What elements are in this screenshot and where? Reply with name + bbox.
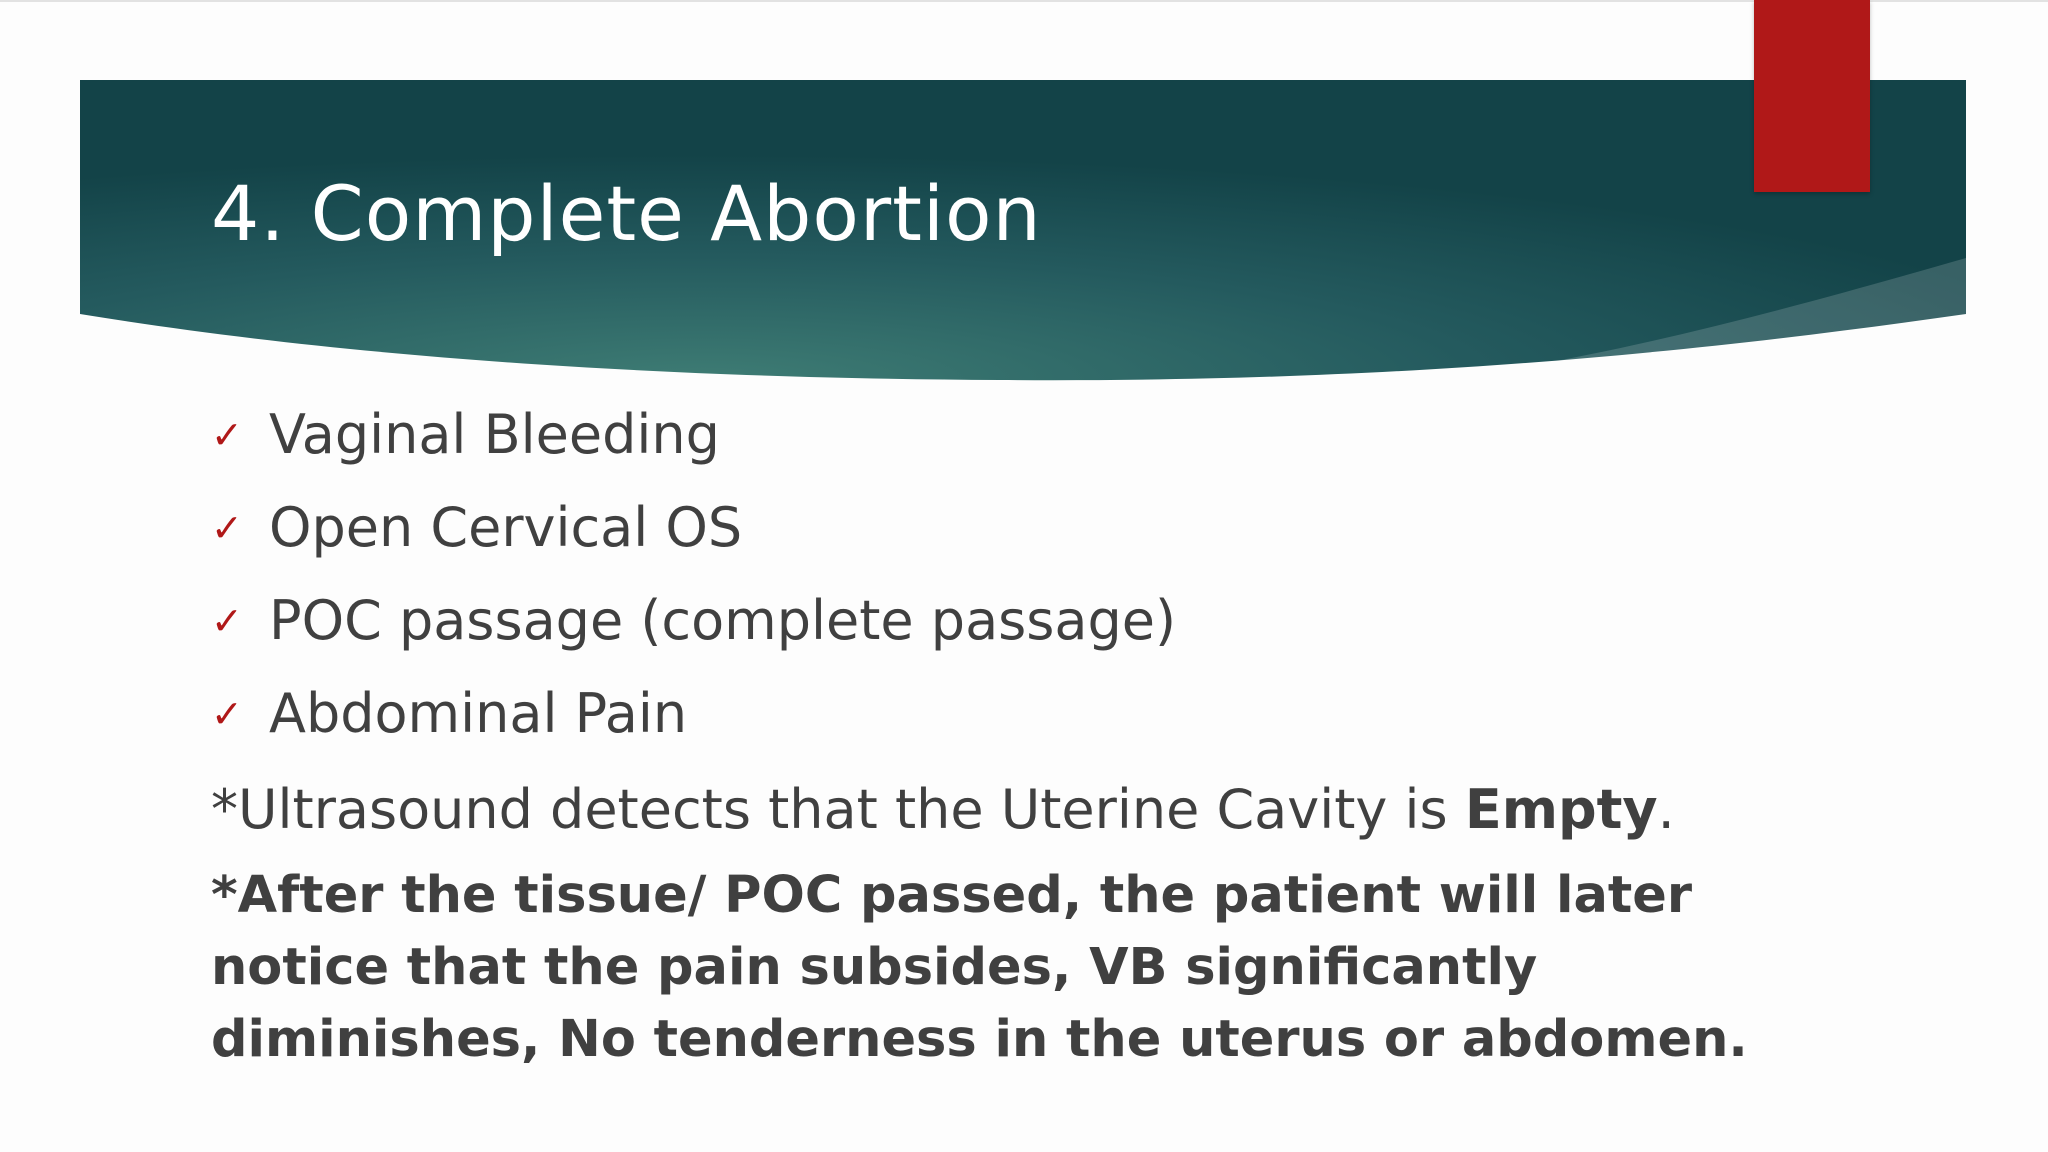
symptom-list: [211, 388, 1891, 760]
list-item: [211, 388, 1891, 481]
list-item: [211, 574, 1891, 667]
list-item-text: Abdominal Pain: [269, 682, 688, 745]
ultrasound-note: [211, 766, 1891, 854]
list-item: [211, 667, 1891, 760]
list-item: [211, 481, 1891, 574]
ultrasound-note-prefix: *Ultrasound detects that the Uterine Cavity is: [211, 778, 1465, 841]
ultrasound-note-suffix: .: [1657, 778, 1675, 841]
list-item-text: POC passage (complete passage): [269, 589, 1177, 652]
check-mark-icon: ✓: [211, 505, 243, 550]
slide-body: [211, 388, 1891, 1076]
ultrasound-note-emphasis: Empty: [1464, 778, 1658, 841]
list-item-text: Vaginal Bleeding: [269, 403, 720, 466]
check-mark-icon: ✓: [211, 691, 243, 736]
after-passage-note: *After the tissue/ POC passed, the patient will later notice that the pain subsides, VB significantly diminishes, No tenderness in the uterus or abdomen.: [211, 866, 1748, 1069]
list-item-text: Open Cervical OS: [269, 496, 743, 559]
red-accent-tab: [1754, 0, 1870, 192]
check-mark-icon: ✓: [211, 412, 243, 457]
check-mark-icon: ✓: [211, 598, 243, 643]
slide-title: 4. Complete Abortion: [211, 169, 1042, 258]
